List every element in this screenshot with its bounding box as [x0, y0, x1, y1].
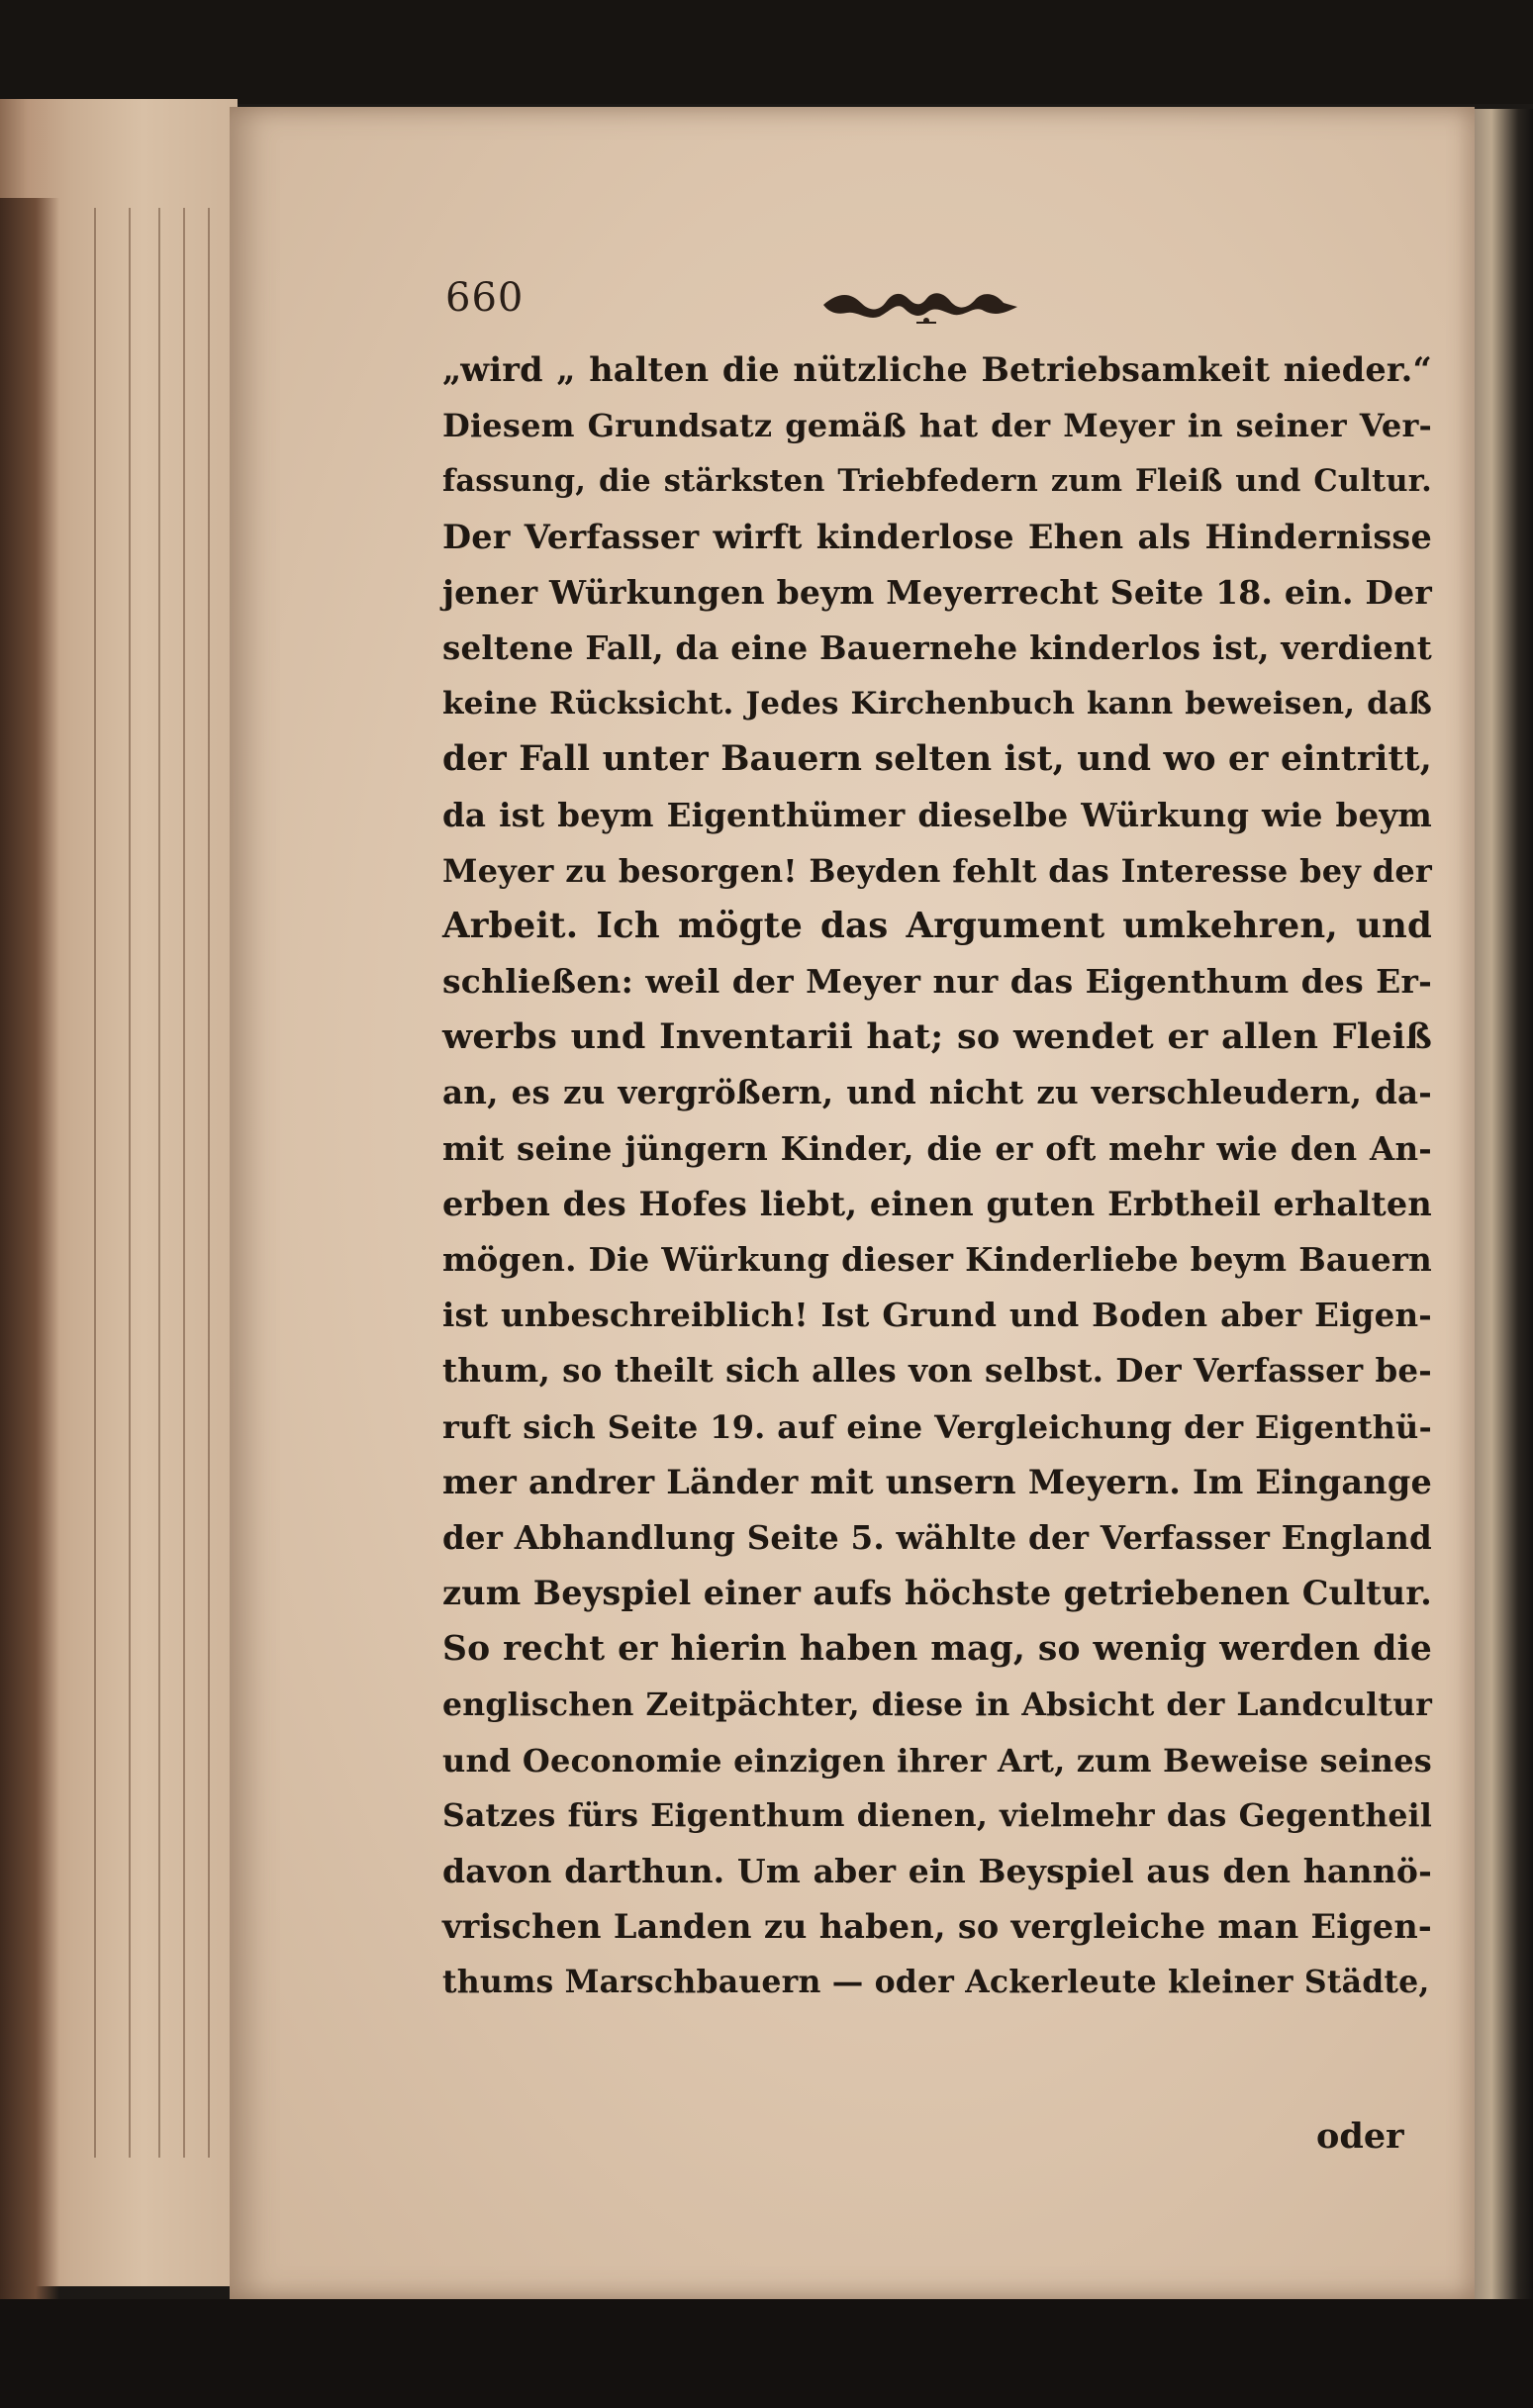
text-line: und Oeconomie einzigen ihrer Art, zum Beweise seines: [442, 1741, 1432, 1780]
text-line: thum, so theilt sich alles von selbst. Der Verfasser be-: [442, 1351, 1432, 1391]
text-line: ruft sich Seite 19. auf eine Vergleichung der Eigenthü-: [442, 1407, 1432, 1446]
text-line: Arbeit. Ich mögte das Argument umkehren, und: [442, 905, 1432, 946]
stacked-page-edges: [0, 99, 238, 2286]
page-edge-line: [129, 208, 131, 2158]
text-line: an, es zu vergrößern, und nicht zu verschleudern, da-: [442, 1073, 1432, 1112]
text-line: jener Würkungen beym Meyerrecht Seite 18. ein. Der: [442, 572, 1432, 612]
text-line: englischen Zeitpächter, diese in Absicht der Landcultur: [442, 1686, 1432, 1723]
page-edge-line: [183, 208, 185, 2158]
page-edge-shadow: [0, 198, 59, 2385]
page-edge-line: [208, 208, 210, 2158]
text-line: Meyer zu besorgen! Beyden fehlt das Interesse bey der: [442, 851, 1432, 890]
text-line: keine Rücksicht. Jedes Kirchenbuch kann beweisen, daß: [442, 686, 1432, 722]
text-line: schließen: weil der Meyer nur das Eigenthum des Er-: [442, 962, 1432, 1002]
page-edge-line: [158, 208, 160, 2158]
text-line: seltene Fall, da eine Bauernehe kinderlos ist, verdient: [442, 627, 1432, 667]
page-edge-line: [94, 208, 96, 2158]
text-line: „wird „ halten die nützliche Betriebsamkeit nieder.“: [442, 350, 1432, 389]
text-line: fassung, die stärksten Triebfedern zum Fleiß und Cultur.: [442, 463, 1432, 500]
text-line: Diesem Grundsatz gemäß hat der Meyer in seiner Ver-: [442, 407, 1432, 445]
text-line: mit seine jüngern Kinder, die er oft mehr wie den An-: [442, 1128, 1432, 1168]
text-line: erben des Hofes liebt, einen guten Erbtheil erhalten: [442, 1184, 1432, 1223]
text-line: zum Beyspiel einer aufs höchste getriebenen Cultur.: [442, 1574, 1432, 1613]
text-line: thums Marschbauern — oder Ackerleute kleiner Städte,: [442, 1964, 1430, 2001]
text-line: Satzes fürs Eigenthum dienen, vielmehr das Gegentheil: [442, 1796, 1432, 1834]
book-page: [230, 107, 1475, 2299]
text-line: der Fall unter Bauern selten ist, und wo er eintritt,: [442, 739, 1432, 780]
scan-background-bottom: [0, 2299, 1533, 2408]
printer-ornament-icon: [821, 283, 1019, 329]
text-line: So recht er hierin haben mag, so wenig werden die: [442, 1629, 1432, 1670]
text-line: Der Verfasser wirft kinderlose Ehen als Hindernisse: [442, 517, 1432, 556]
text-line: vrischen Landen zu haben, so vergleiche man Eigen-: [442, 1907, 1432, 1947]
book-cover-edge: [1474, 109, 1533, 2316]
body-text: [442, 342, 1432, 2011]
text-line: mögen. Die Würkung dieser Kinderliebe beym Bauern: [442, 1240, 1432, 1279]
text-line: werbs und Inventarii hat; so wendet er allen Fleiß: [442, 1016, 1432, 1058]
page-number: 660: [445, 275, 525, 321]
scan-background-top: [0, 0, 1533, 104]
text-line: da ist beym Eigenthümer dieselbe Würkung wie beym: [442, 795, 1432, 834]
text-line: der Abhandlung Seite 5. wählte der Verfasser England: [442, 1517, 1432, 1557]
catchword: oder: [1316, 2116, 1404, 2157]
text-line: ist unbeschreiblich! Ist Grund und Boden aber Eigen-: [442, 1296, 1432, 1335]
text-line: mer andrer Länder mit unsern Meyern. Im Eingange: [442, 1462, 1432, 1501]
text-line: davon darthun. Um aber ein Beyspiel aus den hannö-: [442, 1852, 1432, 1891]
